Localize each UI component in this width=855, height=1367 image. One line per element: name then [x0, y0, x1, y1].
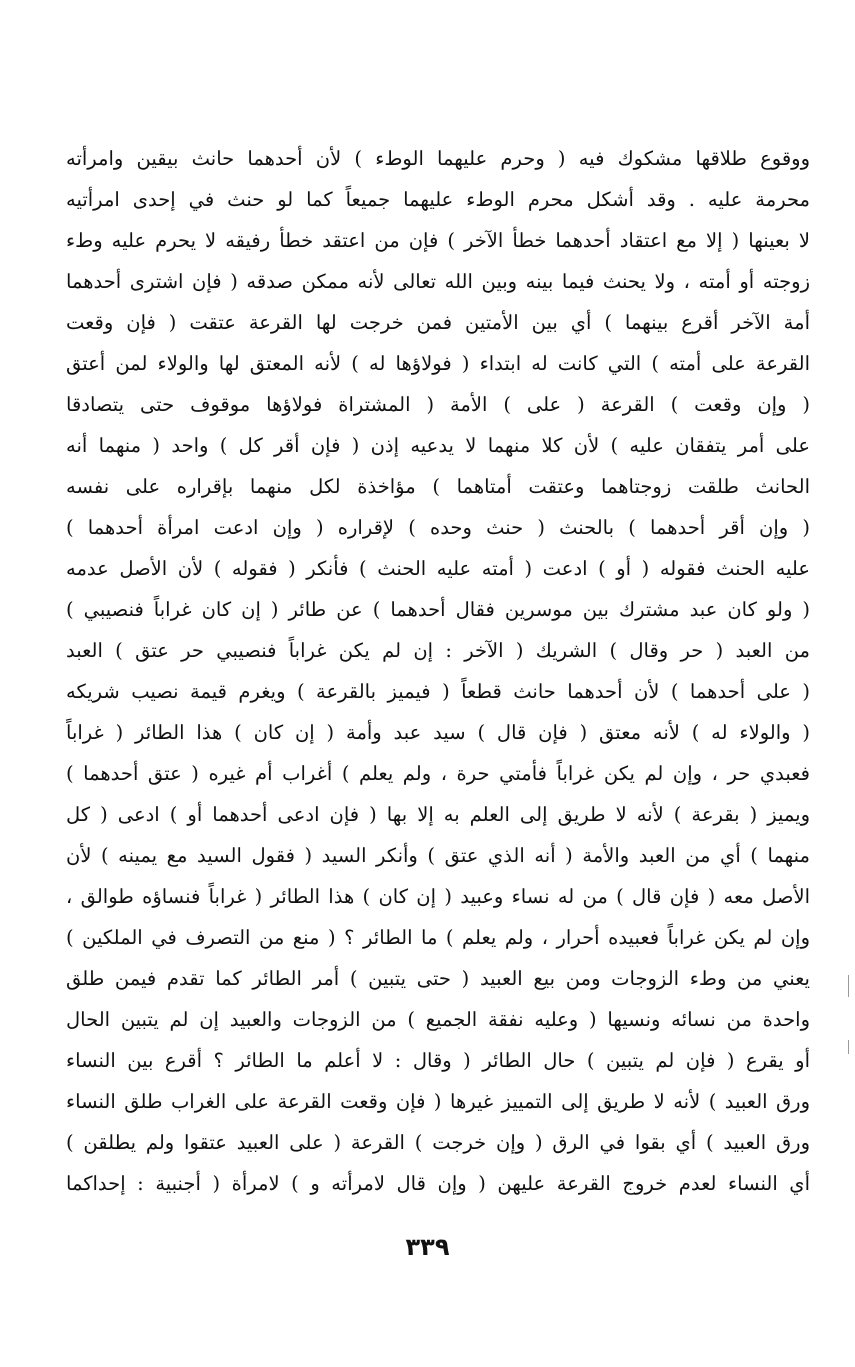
text-line: أمة الآخر أقرع بينهما ) أي بين الأمتين فمن خرجت لها القرعة عتقت ( فإن وقعت [66, 311, 810, 334]
text-line: ورق العبيد ) أي بقوا في الرق ( وإن خرجت ) القرعة ( على العبيد عتقوا ولم يطلقن ) [66, 1131, 810, 1154]
text-line: منهما ) أي من العبد والأمة ( أنه الذي عتق ) وأنكر السيد ( فقول السيد مع يمينه ) لأن [66, 844, 810, 867]
text-line: فعبدي حر ، وإن لم يكن غراباً فأمتي حرة ، ولم يعلم ) أغراب أم غيره ( عتق أحدهما ) [66, 762, 810, 785]
text-line: القرعة على أمته ) التي كانت له ابتداء ( فولاؤها له ) لأنه المعتق لها والولاء لمن أعتق [66, 352, 810, 375]
scan-edge-mark [848, 975, 849, 997]
text-line: يعني من وطء الزوجات ومن بيع العبيد ( حتى يتبين ) أمر الطائر كما تقدم فيمن طلق [66, 967, 810, 990]
text-line: ( وإن أقر أحدهما ) بالحنث ( حنث وحده ) لإقراره ( وإن ادعت امرأة أحدهما ) [66, 516, 810, 539]
text-line: من العبد ( حر وقال ) الشريك ( الآخر : إن لم يكن غراباً فنصيبي حر عتق ) العبد [66, 639, 810, 662]
body-text [66, 138, 810, 1204]
text-line: أي النساء لعدم خروج القرعة عليهن ( وإن قال لامرأته و ) لامرأة ( أجنبية : إحداكما [66, 1172, 810, 1195]
text-line: محرمة عليه . وقد أشكل محرم الوطء عليهما جميعاً كما لو حنث في إحدى امرأتيه [66, 188, 810, 211]
text-line: أو يقرع ( فإن لم يتبين ) حال الطائر ( وقال : لا أعلم ما الطائر ؟ أقرع بين النساء [66, 1049, 810, 1072]
text-line: الحانث طلقت زوجتاهما وعتقت أمتاهما ) مؤاخذة لكل منهما بإقراره على نفسه [66, 475, 810, 498]
text-line: ( وإن وقعت ) القرعة ( على ) الأمة ( المشتراة فولاؤها موقوف حتى يتصادقا [66, 393, 810, 416]
text-line: ( والولاء له ) لأنه معتق ( فإن قال ) سيد عبد وأمة ( إن كان ) هذا الطائر ( غراباً [66, 721, 810, 744]
text-line: وإن لم يكن غراباً فعبيده أحرار ، ولم يعلم ) ما الطائر ؟ ( منع من التصرف في الملكين ) [66, 926, 810, 949]
text-line: ( على أحدهما ) لأن أحدهما حانث قطعاً ( فيميز بالقرعة ) ويغرم قيمة نصيب شريكه [66, 680, 810, 703]
text-line: على أمر يتفقان عليه ) لأن كلا منهما لا يدعيه إذن ( فإن أقر كل ) واحد ( منهما أنه [66, 434, 810, 457]
text-line: ويميز ( بقرعة ) لأنه لا طريق إلى العلم به إلا بها ( فإن ادعى أحدهما أو ) ادعى ( كل [66, 803, 810, 826]
text-line: واحدة من نسائه ونسيها ( وعليه نفقة الجميع ) من الزوجات والعبيد إن لم يتبين الحال [66, 1008, 810, 1031]
text-line: عليه الحنث فقوله ( أو ) ادعت ( أمته عليه الحنث ) فأنكر ( فقوله ) لأن الأصل عدمه [66, 557, 810, 580]
text-line: الأصل معه ( فإن قال ) من له نساء وعبيد ( إن كان ) هذا الطائر ( غراباً فنساؤه طوالق ، [66, 885, 810, 908]
page-number: ٣٣٩ [405, 1233, 450, 1261]
text-line: ورق العبيد ) لأنه لا طريق إلى التمييز غيرها ( فإن وقعت القرعة على الغراب طلق النساء [66, 1090, 810, 1113]
text-line: لا بعينها ( إلا مع اعتقاد أحدهما خطأ الآخر ) فإن من اعتقد خطأ رفيقه لا يحرم عليه وطء [66, 229, 810, 252]
text-line: زوجته أو أمته ، ولا يحنث فيما بينه وبين الله تعالى لأنه ممكن صدقه ( فإن اشترى أحدهما [66, 270, 810, 293]
text-line: ووقوع طلاقها مشكوك فيه ( وحرم عليهما الوطء ) لأن أحدهما حانث بيقين وامرأته [66, 147, 810, 170]
scan-edge-mark [848, 1040, 849, 1054]
text-line: ( ولو كان عبد مشترك بين موسرين فقال أحدهما ) عن طائر ( إن كان غراباً فنصيبي ) [66, 598, 810, 621]
